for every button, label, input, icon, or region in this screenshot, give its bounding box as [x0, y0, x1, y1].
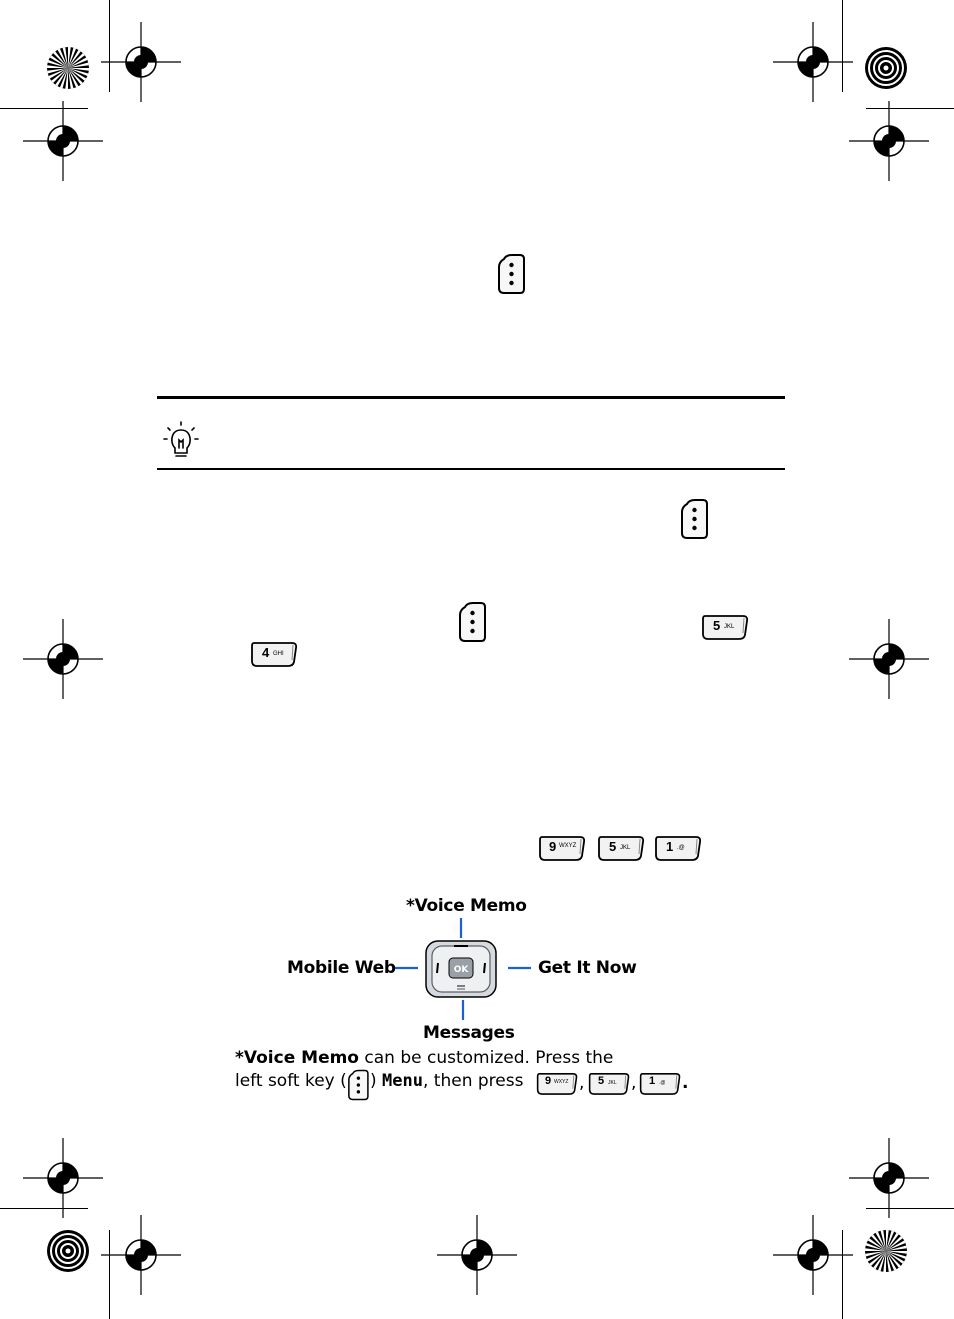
trim-line: [842, 0, 843, 92]
nav-key-diagram: [280, 890, 720, 1050]
key-5-icon: 5 JKL: [587, 1071, 631, 1096]
registration-mark-icon: [23, 619, 103, 699]
registration-mark-icon: [437, 1215, 517, 1295]
registration-mark-icon: [23, 101, 103, 181]
key-9-icon: 9 WXYZ: [535, 1071, 579, 1096]
caption-menu-word: Menu: [382, 1071, 423, 1091]
registration-mark-icon: [773, 1215, 853, 1295]
trim-line: [866, 1208, 954, 1209]
trim-line: [109, 0, 110, 92]
key-5-icon: 5 JKL: [596, 834, 646, 862]
caption-then-press: , then press: [423, 1071, 524, 1091]
trim-line: [0, 1208, 88, 1209]
registration-mark-icon: [773, 22, 853, 102]
tip-top-rule: [157, 396, 785, 399]
trim-line: [866, 108, 954, 109]
nav-key-icon: [424, 938, 500, 1000]
caption-close-paren: ): [370, 1071, 377, 1091]
trim-line: [0, 108, 88, 109]
trim-line: [842, 1230, 843, 1319]
caption-line-2-cont: [370, 1070, 523, 1093]
registration-mark-icon: [101, 1215, 181, 1295]
caption-line-1: [235, 1047, 613, 1070]
tip-bottom-rule: [157, 468, 785, 470]
key-4-icon: 4 GHI: [249, 640, 299, 668]
caption-period: .: [682, 1073, 689, 1093]
key-5-icon: 5 JKL: [700, 613, 750, 641]
label-messages: Messages: [423, 1023, 515, 1043]
label-get-it-now: Get It Now: [538, 958, 637, 978]
registration-mark-icon: [849, 1138, 929, 1218]
lightbulb-tip-icon: [162, 420, 200, 460]
left-soft-key-icon: [457, 601, 487, 643]
caption-line-1-rest: can be customized. Press the: [359, 1048, 614, 1068]
registration-mark-icon: [849, 619, 929, 699]
left-soft-key-icon: [346, 1069, 370, 1101]
registration-mark-icon: [101, 22, 181, 102]
caption-line-2-start: left soft key (: [235, 1071, 347, 1091]
label-mobile-web: Mobile Web: [287, 958, 396, 978]
registration-mark-icon: [23, 1138, 103, 1218]
callout-lines: [280, 890, 720, 1050]
key-1-icon: 1 .@: [638, 1071, 682, 1096]
caption-comma: ,: [579, 1073, 585, 1093]
caption-comma: ,: [631, 1073, 637, 1093]
key-1-icon: 1 .@: [653, 834, 703, 862]
left-soft-key-icon: [679, 498, 709, 540]
trim-line: [109, 1230, 110, 1319]
caption-line-2: [235, 1070, 347, 1093]
caption-bold-lead: *Voice Memo: [235, 1048, 359, 1068]
registration-mark-icon: [849, 101, 929, 181]
label-voice-memo: *Voice Memo: [406, 896, 527, 916]
ok-key-label: OK: [453, 965, 469, 975]
key-9-icon: 9 WXYZ: [537, 834, 587, 862]
sunburst-target-icon: [46, 1229, 90, 1273]
sunburst-target-icon: [864, 1229, 908, 1273]
left-soft-key-icon: [496, 253, 526, 295]
sunburst-target-icon: [46, 46, 90, 90]
sunburst-target-icon: [864, 46, 908, 90]
